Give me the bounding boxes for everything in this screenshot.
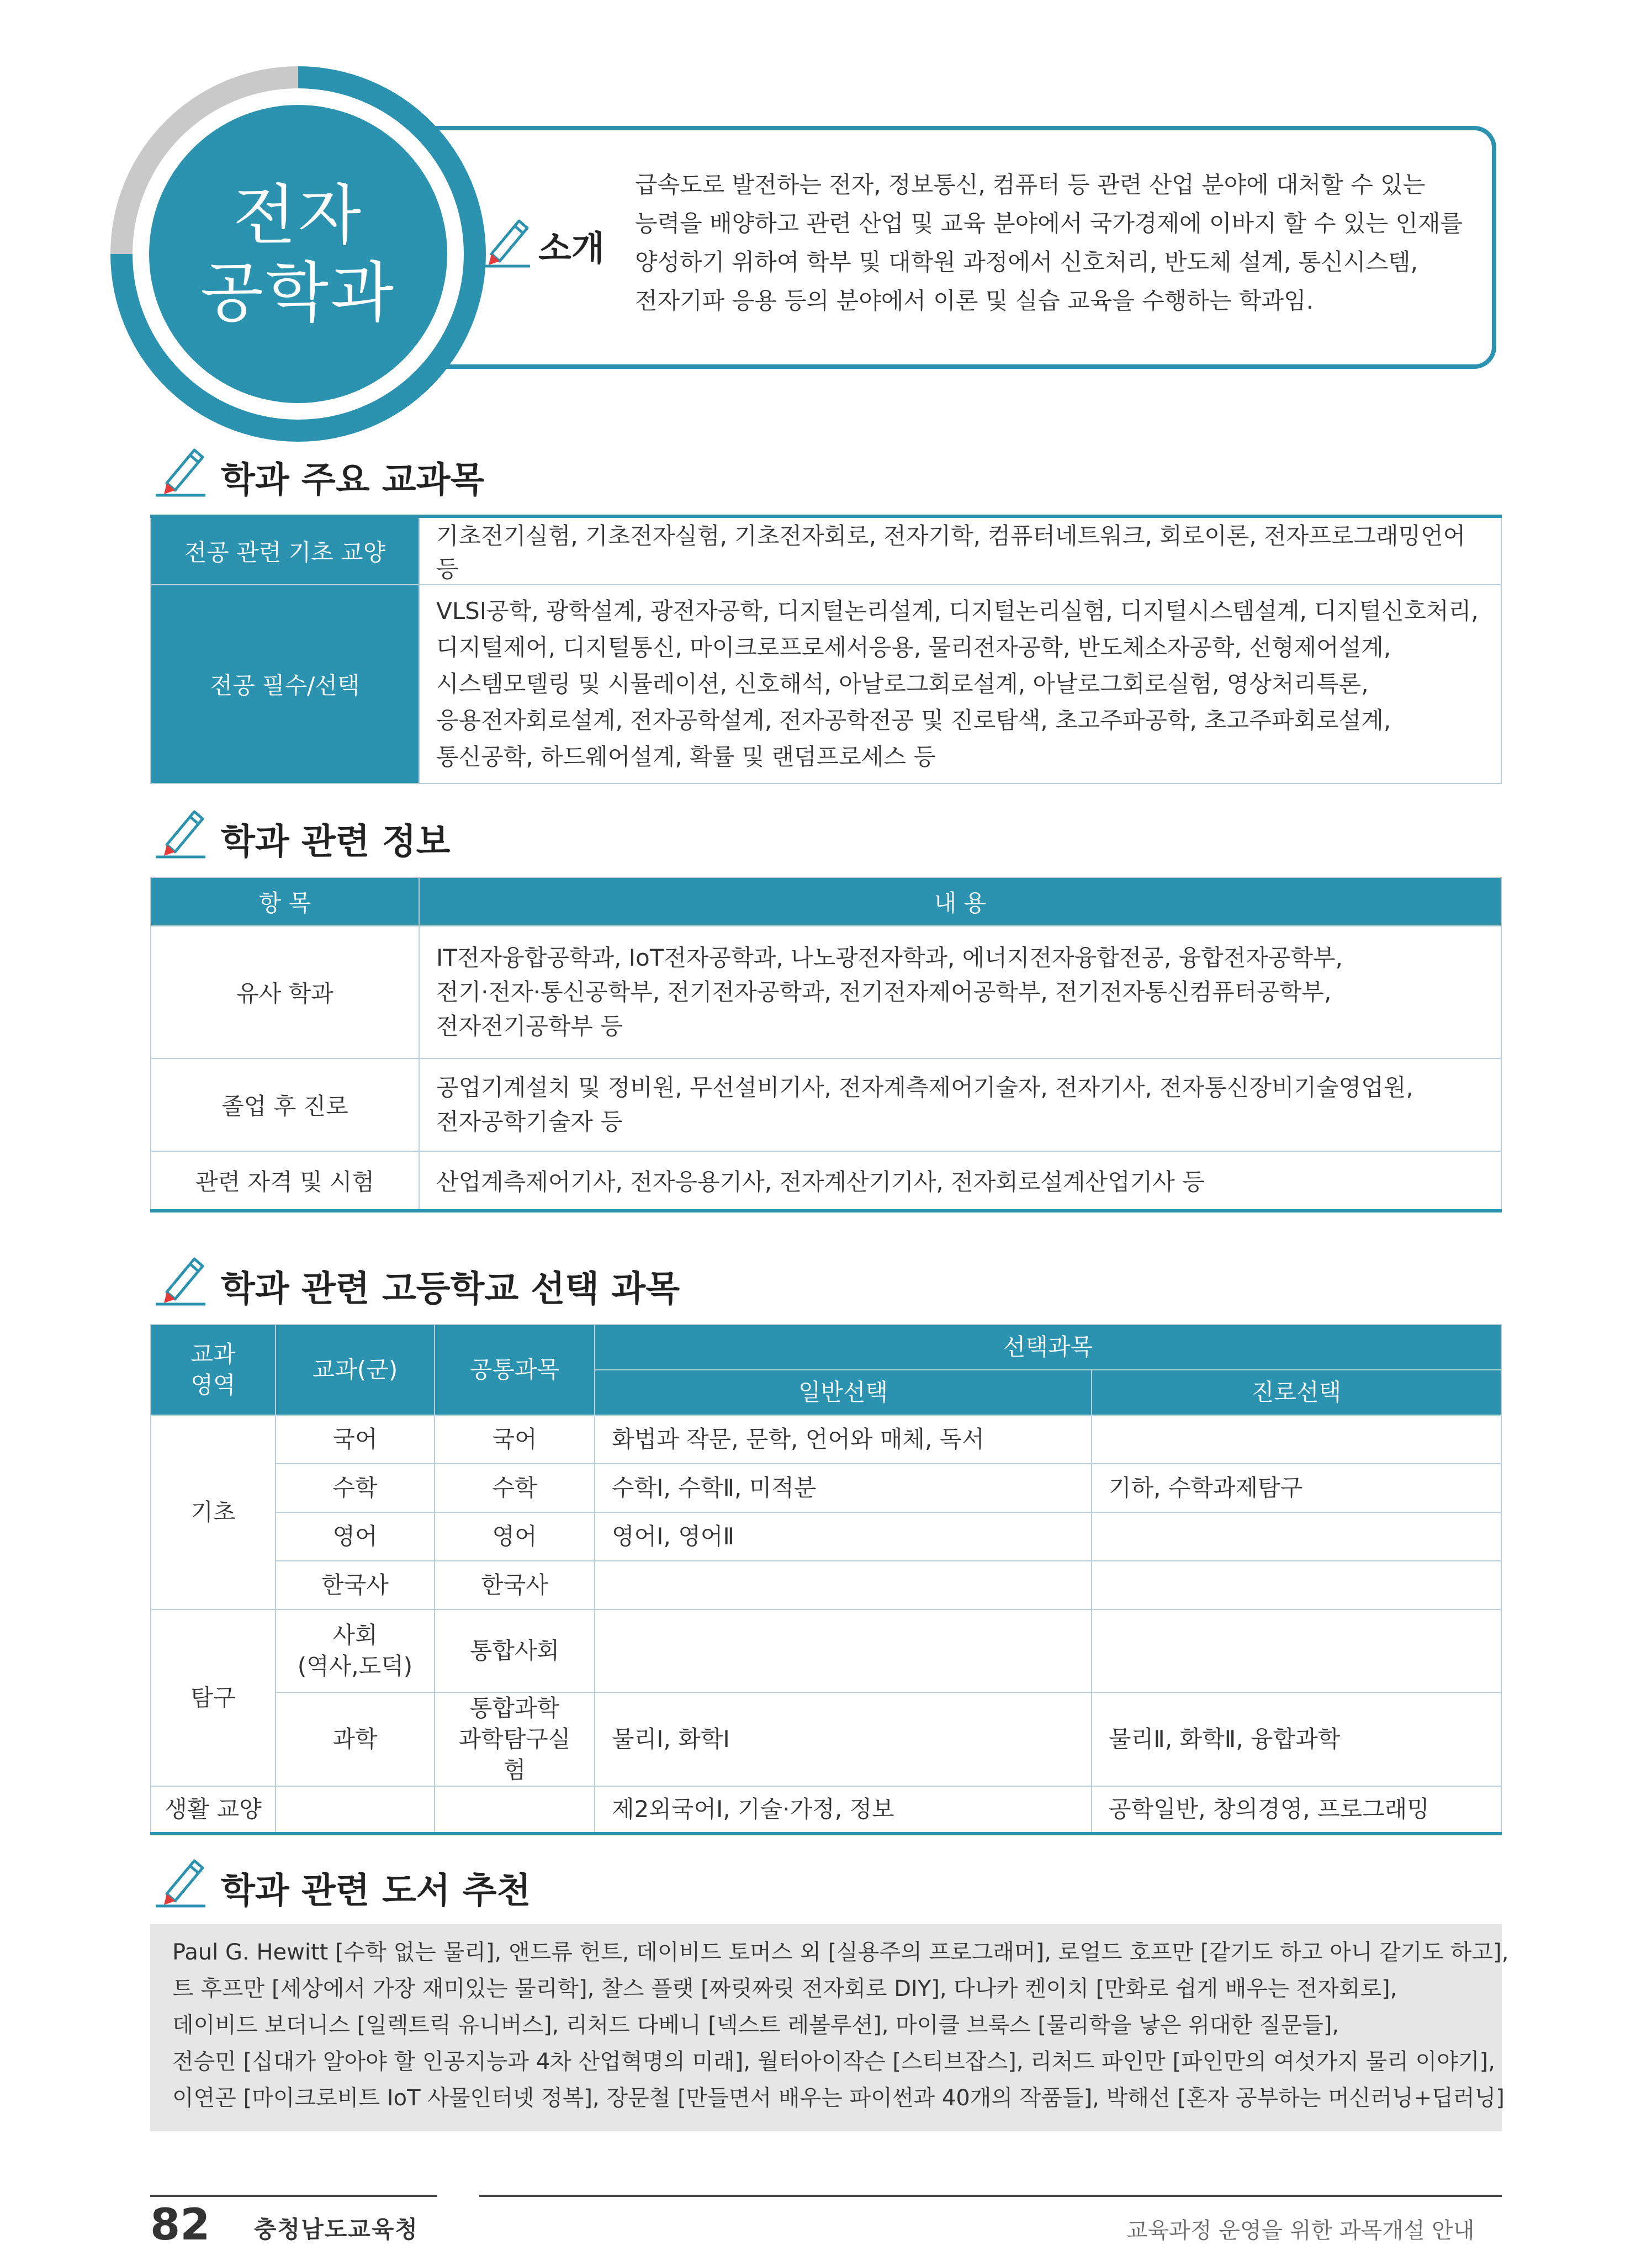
table-row — [151, 1786, 1501, 1834]
table-row — [151, 1692, 1501, 1786]
dept-title-line2: 공학과 — [200, 255, 396, 331]
common-cell: 국어 — [435, 1415, 595, 1464]
common-cell: 수학 — [435, 1464, 595, 1512]
table-row — [151, 516, 1501, 585]
table-row — [151, 926, 1501, 1058]
page-number: 82 — [150, 2200, 210, 2250]
group-cell: 한국사 — [276, 1561, 435, 1609]
common-cell: 영어 — [435, 1512, 595, 1561]
group-cell: 국어 — [276, 1415, 435, 1464]
pencil-icon — [150, 803, 211, 859]
related-info-table — [150, 877, 1502, 1212]
row-content: VLSI공학, 광학설계, 광전자공학, 디지털논리설계, 디지털논리실험, 디지털시스템설계, 디지털신호처리, 디지털제어, 디지털통신, 마이크로프로세서응용, 물리전자공학, 반도체소자공학, 선형제어설계, 시스템모델링 및 시뮬레이션, 신호해석, 아날로그회로설계, 아날로그회로실험, 영상처리특론, 응용전자회로설계, 전자공학설계, 전자공학전공 및 진로탐색, 초고주파공학, 초고주파회로설계, 통신공학, 하드웨어설계, 확률 및 랜덤프로세스 등 — [419, 585, 1501, 783]
area-cell: 기초 — [151, 1415, 276, 1609]
intro-line: 양성하기 위하여 학부 및 대학원 과정에서 신호처리, 반도체 설계, 통신시스템, — [635, 248, 1418, 276]
pencil-icon — [150, 442, 211, 497]
row-content: 산업계측제어기사, 전자응용기사, 전자계산기기사, 전자회로설계산업기사 등 — [419, 1151, 1501, 1211]
common-cell: 통합사회 — [435, 1609, 595, 1692]
general-cell: 제2외국어Ⅰ, 기술·가정, 정보 — [595, 1786, 1092, 1834]
row-label: 전공 필수/선택 — [151, 585, 419, 783]
footer-divider — [479, 2195, 1502, 2197]
career-cell: 물리Ⅱ, 화학Ⅱ, 융합과학 — [1092, 1692, 1501, 1786]
table-row — [151, 1512, 1501, 1561]
dept-title-badge — [149, 105, 447, 403]
intro-text — [635, 166, 1474, 320]
group-cell: 사회 (역사,도덕) — [276, 1609, 435, 1692]
footer-title: 교육과정 운영을 위한 과목개설 안내 — [1126, 2218, 1475, 2243]
section-title-related-info: 학과 관련 정보 — [221, 822, 451, 862]
area-cell: 탐구 — [151, 1609, 276, 1786]
general-cell — [595, 1609, 1092, 1692]
hs-subjects-table — [150, 1324, 1502, 1835]
table-header-row — [151, 1325, 1501, 1370]
general-cell: 화법과 작문, 문학, 언어와 매체, 독서 — [595, 1415, 1092, 1464]
header-content: 내 용 — [419, 877, 1501, 926]
intro-line: 전자기파 응용 등의 분야에서 이론 및 실습 교육을 수행하는 학과임. — [635, 287, 1314, 314]
row-label: 졸업 후 진로 — [151, 1058, 419, 1151]
header-common: 공통과목 — [435, 1325, 595, 1415]
general-cell — [595, 1561, 1092, 1609]
common-cell: 한국사 — [435, 1561, 595, 1609]
section-title-major-courses: 학과 주요 교과목 — [221, 460, 485, 501]
career-cell — [1092, 1561, 1501, 1609]
footer-org: 충청남도교육청 — [254, 2216, 419, 2243]
row-content: 기초전기실험, 기초전자실험, 기초전자회로, 전자기학, 컴퓨터네트워크, 회로이론, 전자프로그래밍언어 등 — [419, 516, 1501, 585]
intro-label: 소개 — [538, 228, 605, 268]
table-row — [151, 1151, 1501, 1211]
book-line: Paul G. Hewitt [수학 없는 물리], 앤드류 헌트, 데이비드 토머스 외 [실용주의 프로그래머], 로얼드 호프만 [같기도 하고 아니 같기도 하고], — [172, 1940, 1509, 1965]
table-header-row — [151, 877, 1501, 926]
header-area: 교과 영역 — [151, 1325, 276, 1415]
career-cell — [1092, 1512, 1501, 1561]
section-title-books: 학과 관련 도서 추천 — [221, 1871, 531, 1911]
group-cell: 수학 — [276, 1464, 435, 1512]
footer-divider — [150, 2195, 437, 2197]
major-courses-table — [150, 515, 1502, 784]
table-row — [151, 585, 1501, 783]
table-row — [151, 1561, 1501, 1609]
general-cell: 물리Ⅰ, 화학Ⅰ — [595, 1692, 1092, 1786]
table-row — [151, 1464, 1501, 1512]
pencil-icon — [475, 213, 536, 268]
intro-line: 급속도로 발전하는 전자, 정보통신, 컴퓨터 등 관련 산업 분야에 대처할 수 있는 — [635, 171, 1426, 198]
career-cell — [1092, 1609, 1501, 1692]
book-line: 전승민 [십대가 알아야 할 인공지능과 4차 산업혁명의 미래], 월터아이작슨 [스티브잡스], 리처드 파인만 [파인만의 여섯가지 물리 이야기], — [172, 2049, 1495, 2074]
group-cell — [276, 1786, 435, 1834]
pencil-icon — [150, 1251, 211, 1306]
section-title-hs-subjects: 학과 관련 고등학교 선택 과목 — [221, 1269, 680, 1310]
career-cell — [1092, 1415, 1501, 1464]
book-line: 이연곤 [마이크로비트 IoT 사물인터넷 정복], 장문철 [만들면서 배우는 파이썬과 40개의 작품들], 박해선 [혼자 공부하는 머신러닝+딥러닝] — [172, 2085, 1505, 2111]
area-cell: 생활 교양 — [151, 1786, 276, 1834]
book-line: 트 후프만 [세상에서 가장 재미있는 물리학], 찰스 플랫 [짜릿짜릿 전자회로 DIY], 다나카 켄이치 [만화로 쉽게 배우는 전자회로], — [172, 1976, 1397, 2001]
row-label: 유사 학과 — [151, 926, 419, 1058]
table-row — [151, 1058, 1501, 1151]
pencil-icon — [150, 1852, 211, 1908]
common-cell — [435, 1786, 595, 1834]
common-cell: 통합과학 과학탐구실험 — [435, 1692, 595, 1786]
group-cell: 영어 — [276, 1512, 435, 1561]
career-cell: 기하, 수학과제탐구 — [1092, 1464, 1501, 1512]
header-career: 진로선택 — [1092, 1370, 1501, 1415]
table-row — [151, 1415, 1501, 1464]
book-line: 데이비드 보더니스 [일렉트릭 유니버스], 리처드 다베니 [넥스트 레볼루션], 마이클 브룩스 [물리학을 낳은 위대한 질문들], — [172, 2013, 1339, 2038]
header-group: 교과(군) — [276, 1325, 435, 1415]
row-content: 공업기계설치 및 정비원, 무선설비기사, 전자계측제어기술자, 전자기사, 전자통신장비기술영업원, 전자공학기술자 등 — [419, 1058, 1501, 1151]
dept-title-line1: 전자 — [233, 177, 363, 253]
table-row — [151, 1609, 1501, 1692]
intro-line: 능력을 배양하고 관련 산업 및 교육 분야에서 국가경제에 이바지 할 수 있는 인재를 — [635, 210, 1463, 237]
row-label: 관련 자격 및 시험 — [151, 1151, 419, 1211]
header-item: 항 목 — [151, 877, 419, 926]
career-cell: 공학일반, 창의경영, 프로그래밍 — [1092, 1786, 1501, 1834]
row-label: 전공 관련 기초 교양 — [151, 516, 419, 585]
group-cell: 과학 — [276, 1692, 435, 1786]
general-cell: 수학Ⅰ, 수학Ⅱ, 미적분 — [595, 1464, 1092, 1512]
header-elective: 선택과목 — [595, 1325, 1501, 1370]
book-recommendations — [150, 1924, 1509, 2131]
header-general: 일반선택 — [595, 1370, 1092, 1415]
general-cell: 영어Ⅰ, 영어Ⅱ — [595, 1512, 1092, 1561]
row-content: IT전자융합공학과, IoT전자공학과, 나노광전자학과, 에너지전자융합전공, 융합전자공학부, 전기·전자·통신공학부, 전기전자공학과, 전기전자제어공학부, 전기전자통신컴퓨터공학부, 전자전기공학부 등 — [419, 926, 1501, 1058]
